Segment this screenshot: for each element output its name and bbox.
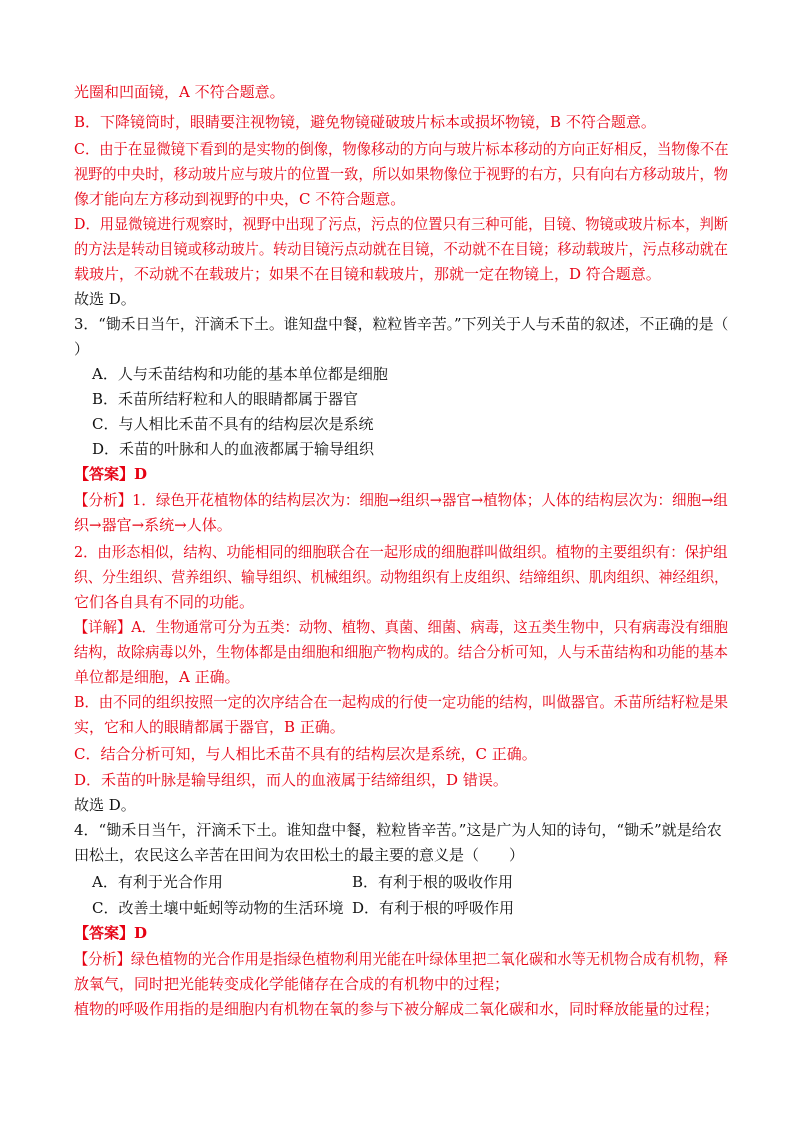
text-line: 单位都是细胞，A 正确。 [74, 668, 240, 686]
text-line: 织→器官→系统→人体。 [74, 516, 232, 534]
text-line: 【答案】D [74, 924, 148, 942]
text-line: 它们各自具有不同的功能。 [74, 593, 255, 611]
text-line: B．有利于根的吸收作用 [352, 873, 514, 891]
text-line: 【分析】1．绿色开花植物体的结构层次为：细胞→组织→器官→植物体；人体的结构层次为：细胞→组 [74, 491, 728, 509]
text-line: A．人与禾苗结构和功能的基本单位都是细胞 [92, 365, 388, 383]
text-line: 【详解】A．生物通常可分为五类：动物、植物、真菌、细菌、病毒，这五类生物中，只有病毒没有细胞 [74, 618, 728, 636]
text-line: A．有利于光合作用 [92, 873, 223, 891]
text-line: 结构，故除病毒以外，生物体都是由细胞和细胞产物构成的。结合分析可知，人与禾苗结构和功能的基本 [74, 643, 728, 661]
text-line: 3．“锄禾日当午，汗滴禾下土。谁知盘中餐，粒粒皆辛苦。”下列关于人与禾苗的叙述，不正确的是（ [74, 315, 729, 333]
text-line: 放氧气，同时把光能转变成化学能储存在合成的有机物中的过程； [74, 975, 510, 993]
text-line: D．禾苗的叶脉是输导组织，而人的血液属于结缔组织，D 错误。 [74, 771, 508, 789]
text-line: B．禾苗所结籽粒和人的眼睛都属于器官 [92, 390, 359, 408]
text-line: 4．“锄禾日当午，汗滴禾下土。谁知盘中餐，粒粒皆辛苦。”这是广为人知的诗句，“锄禾”就是给农 [74, 821, 722, 839]
text-line: D．有利于根的呼吸作用 [352, 899, 515, 917]
text-line: 故选 D。 [74, 290, 136, 308]
text-line: 【答案】D [74, 465, 148, 483]
text-line: B．由不同的组织按照一定的次序结合在一起构成的行使一定功能的结构，叫做器官。禾苗所结籽粒是果 [74, 693, 729, 711]
text-line: 实，它和人的眼睛都属于器官，B 正确。 [74, 718, 345, 736]
text-line: C．结合分析可知，与人相比禾苗不具有的结构层次是系统，C 正确。 [74, 745, 537, 763]
text-line: 【分析】绿色植物的光合作用是指绿色植物利用光能在叶绿体里把二氧化碳和水等无机物合成有机物，释 [74, 950, 728, 968]
text-line: C．由于在显微镜下看到的是实物的倒像，物像移动的方向与玻片标本移动的方向正好相反，当物像不在 [74, 140, 729, 158]
text-line: 田松土，农民这么辛苦在田间为农田松土的最主要的意义是（ ） [74, 846, 525, 864]
text-line: 载玻片，不动就不在载玻片；如果不在目镜和载玻片，那就一定在物镜上，D 符合题意。 [74, 265, 661, 283]
text-line: B．下降镜筒时，眼睛要注视物镜，避免物镜碰破玻片标本或损坏物镜，B 不符合题意。 [74, 113, 656, 131]
text-line: D．禾苗的叶脉和人的血液都属于输导组织 [92, 440, 375, 458]
text-line: 植物的呼吸作用指的是细胞内有机物在氧的参与下被分解成二氧化碳和水，同时释放能量的过程； [74, 1000, 720, 1018]
text-line: 2．由形态相似，结构、功能相同的细胞联合在一起形成的细胞群叫做组织。植物的主要组织有：保护组 [74, 543, 728, 561]
text-line: C．与人相比禾苗不具有的结构层次是系统 [92, 415, 374, 433]
text-line: 的方法是转动目镜或移动玻片。转动目镜污点动就在目镜，不动就不在目镜；移动载玻片，污点移动就在 [74, 240, 728, 258]
text-line: 光圈和凹面镜，A 不符合题意。 [74, 83, 285, 101]
text-line: 视野的中央时，移动玻片应与玻片的位置一致，所以如果物像位于视野的右方，只有向右方移动玻片，物 [74, 165, 728, 183]
text-line: 织、分生组织、营养组织、输导组织、机械组织。动物组织有上皮组织、结缔组织、肌肉组织、神经组织， [74, 568, 729, 586]
text-line: D．用显微镜进行观察时，视野中出现了污点，污点的位置只有三种可能，目镜、物镜或玻片标本，判断 [74, 215, 729, 233]
text-line: 故选 D。 [74, 796, 136, 814]
text-line: ） [74, 340, 90, 358]
text-line: C．改善土壤中蚯蚓等动物的生活环境 [92, 899, 344, 917]
text-line: 像才能向左方移动到视野的中央，C 不符合题意。 [74, 190, 406, 208]
